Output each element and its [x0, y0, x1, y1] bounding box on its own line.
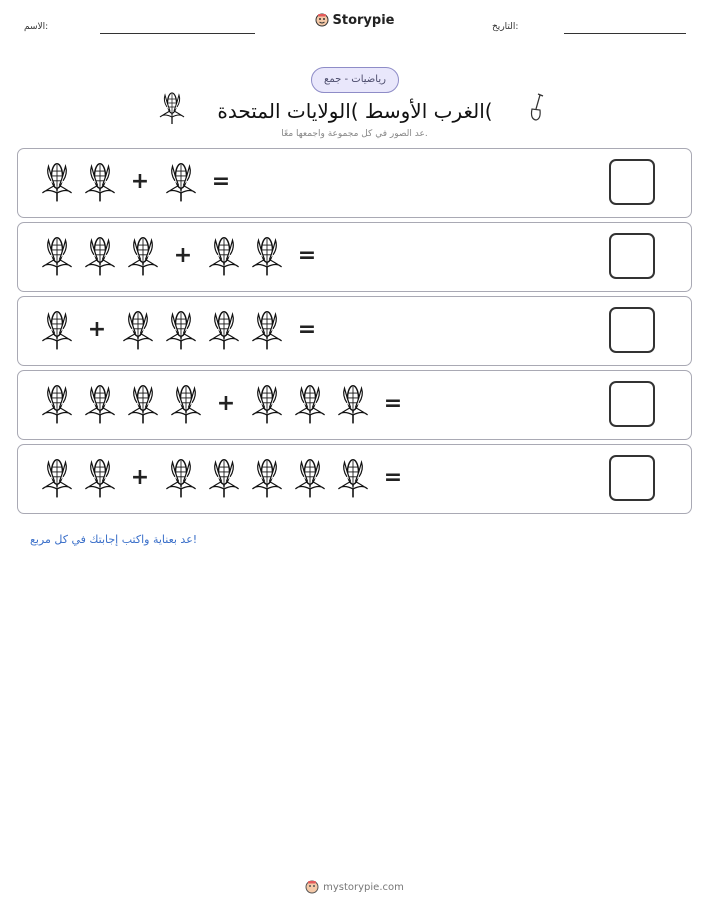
- corn-icon: [207, 235, 241, 281]
- problem-row: [17, 296, 692, 366]
- date-label: التاريخ:: [492, 22, 519, 32]
- answer-box[interactable]: [609, 307, 655, 353]
- plus-sign: +: [130, 465, 150, 490]
- equals-sign: =: [383, 391, 403, 416]
- corn-icon: [250, 383, 284, 429]
- corn-icon: [40, 457, 74, 503]
- corn-icon: [336, 457, 370, 503]
- brand: [0, 12, 709, 31]
- corn-icon: [126, 235, 160, 281]
- storypie-logo-icon: [305, 880, 319, 894]
- footer-url[interactable]: mystorypie.com: [323, 881, 404, 893]
- plus-sign: +: [130, 169, 150, 194]
- corn-icon: [293, 383, 327, 429]
- page-subtitle: عد الصور في كل مجموعة واجمعها معًا.: [281, 129, 428, 139]
- corn-icon: [83, 457, 117, 503]
- date-line[interactable]: [564, 33, 686, 34]
- corn-icon: [83, 235, 117, 281]
- problem-row: [17, 222, 692, 292]
- problem-row: [17, 148, 692, 218]
- corn-icon: [121, 309, 155, 355]
- corn-icon: [40, 235, 74, 281]
- equals-sign: =: [211, 169, 231, 194]
- corn-icon: [164, 161, 198, 207]
- storypie-logo-icon: [315, 13, 329, 27]
- page-title: الغرب الأوسط )الولايات المتحدة(: [217, 99, 493, 123]
- subject-badge: رياضيات - جمع: [311, 67, 399, 93]
- instructions: عد بعناية واكتب إجابتك في كل مربع!: [30, 533, 198, 546]
- corn-icon: [250, 235, 284, 281]
- plus-sign: +: [173, 243, 193, 268]
- corn-icon: [207, 457, 241, 503]
- answer-box[interactable]: [609, 159, 655, 205]
- answer-box[interactable]: [609, 381, 655, 427]
- problem-row: [17, 370, 692, 440]
- equals-sign: =: [383, 465, 403, 490]
- footer: [0, 880, 709, 897]
- corn-icon: [250, 309, 284, 355]
- brand-name: Storypie: [332, 12, 395, 28]
- equals-sign: =: [297, 317, 317, 342]
- plus-sign: +: [87, 317, 107, 342]
- corn-icon: [83, 383, 117, 429]
- corn-icon: [336, 383, 370, 429]
- corn-icon: [164, 309, 198, 355]
- answer-box[interactable]: [609, 233, 655, 279]
- problem-row: [17, 444, 692, 514]
- corn-icon: [250, 457, 284, 503]
- shovel-icon: [526, 93, 548, 123]
- name-line[interactable]: [100, 33, 255, 34]
- answer-box[interactable]: [609, 455, 655, 501]
- corn-icon: [40, 383, 74, 429]
- corn-icon: [169, 383, 203, 429]
- name-label: الاسم:: [24, 22, 49, 32]
- corn-icon: [164, 457, 198, 503]
- corn-icon: [40, 161, 74, 207]
- corn-icon: [83, 161, 117, 207]
- corn-icon: [207, 309, 241, 355]
- corn-icon: [293, 457, 327, 503]
- corn-icon: [126, 383, 160, 429]
- equals-sign: =: [297, 243, 317, 268]
- corn-icon: [40, 309, 74, 355]
- plus-sign: +: [216, 391, 236, 416]
